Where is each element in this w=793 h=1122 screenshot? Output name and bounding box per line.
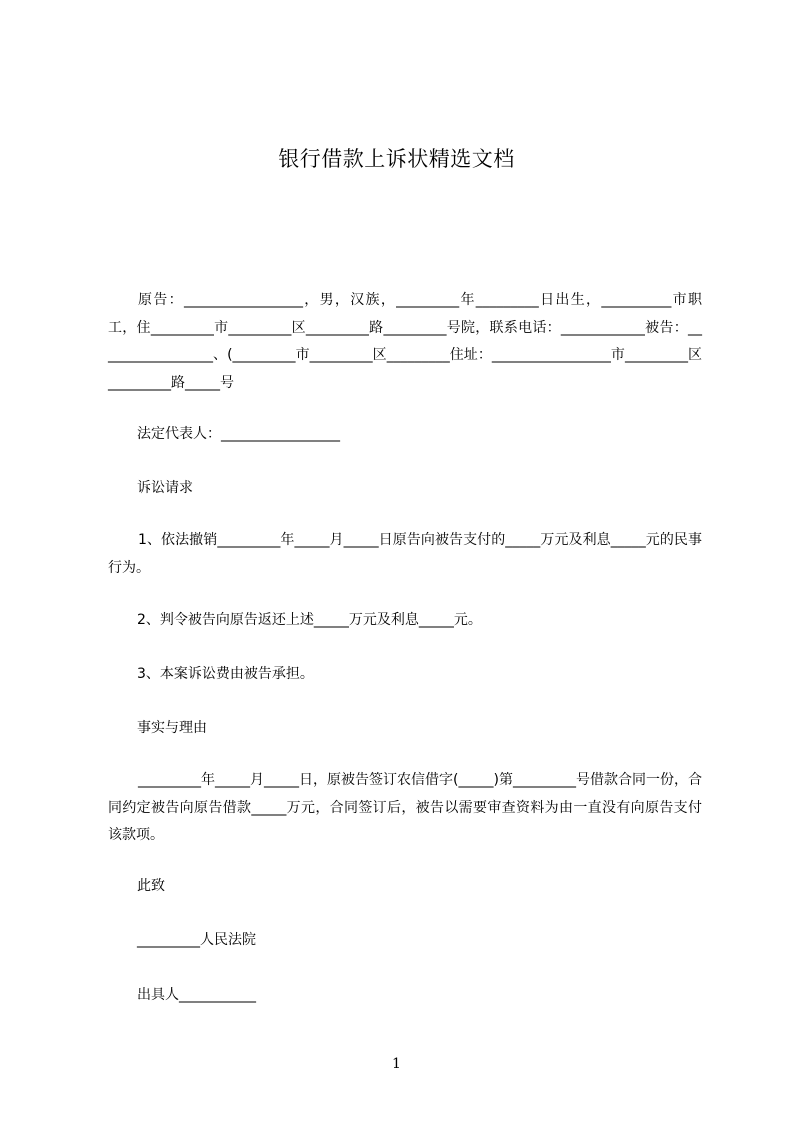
claim-2: 2、判令被告向原告返还上述_____万元及利息_____元。 — [137, 612, 482, 628]
legal-representative-line: 法定代表人：_________________ — [137, 426, 340, 442]
closing-line: 此致 — [137, 878, 165, 894]
issuer-line: 出具人___________ — [137, 987, 256, 1003]
claims-heading: 诉讼请求 — [137, 480, 193, 496]
claim-3: 3、本案诉讼费由被告承担。 — [137, 666, 314, 682]
page-number: 1 — [392, 1056, 401, 1072]
document-title: 银行借款上诉状精选文档 — [278, 147, 515, 171]
facts-paragraph: _________年_____月_____日，原被告签订农信借字(_____)第_________号借款合同一份，合同约定被告向原告借款_____万元，合同签订后，被告以需要审查资料为由一直没有向原告支付该款项。 — [108, 772, 702, 843]
facts-heading: 事实与理由 — [137, 720, 207, 736]
parties-paragraph: 原告：_________________，男，汉族，_________年_________日出生，__________市职工，住_________市_________区_________路_________号院，联系电话：____________被告：_________________、(_________市_________区_________住址：_________________市_________区_________路_____号 — [108, 292, 702, 391]
court-line: _________人民法院 — [137, 932, 256, 948]
claim-1: 1、依法撤销_________年_____月_____日原告向被告支付的_____万元及利息_____元的民事行为。 — [108, 532, 702, 576]
